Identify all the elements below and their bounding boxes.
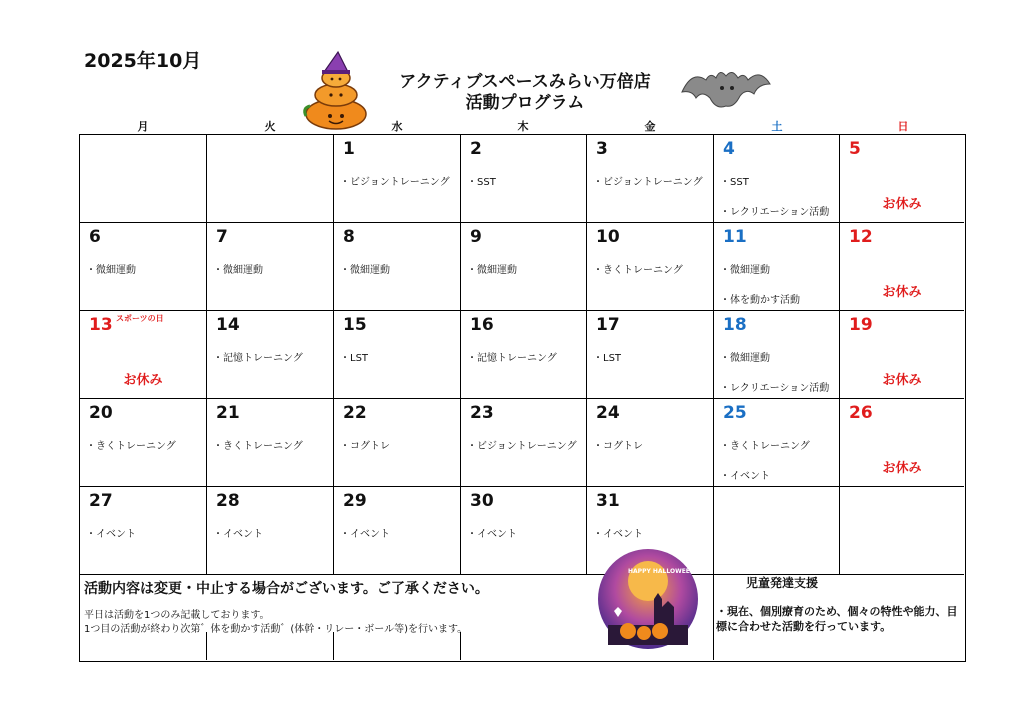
activity-item: ・レクリエーション活動 — [720, 383, 830, 394]
activity-item: ・微細運動 — [86, 265, 136, 276]
activity-item: ・体を動かす活動 — [720, 295, 800, 306]
day-cell — [587, 223, 714, 311]
day-number: 20 — [89, 403, 113, 423]
activity-item: ・LST — [340, 353, 369, 364]
day-cell — [334, 399, 461, 487]
activity-item: ・イベント — [720, 471, 770, 482]
footer-line-1: 平日は活動を1つのみ記載しております。 — [84, 610, 270, 621]
halloween-badge-icon — [596, 547, 700, 651]
day-number: 24 — [596, 403, 620, 423]
day-number: 16 — [470, 315, 494, 335]
weekday-thu: 木 — [517, 120, 529, 133]
activity-item: ・イベント — [86, 529, 136, 540]
program-title — [370, 72, 680, 114]
day-number: 6 — [89, 227, 101, 247]
day-cell — [840, 135, 964, 223]
activity-item: ・きくトレーニング — [213, 441, 303, 452]
activity-item: ・SST — [467, 177, 496, 188]
day-cell — [80, 135, 207, 223]
change-notice: 活動内容は変更・中止する場合がございます。ご了承ください。 — [84, 581, 489, 597]
day-number: 10 — [596, 227, 620, 247]
activity-item: ・イベント — [340, 529, 390, 540]
day-number: 21 — [216, 403, 240, 423]
activity-item: ・きくトレーニング — [86, 441, 176, 452]
day-cell — [80, 399, 207, 487]
bat-icon — [680, 62, 772, 114]
closed-label: お休み — [882, 461, 922, 476]
day-cell — [334, 311, 461, 399]
closed-label: お休み — [882, 197, 922, 212]
day-number: 3 — [596, 139, 608, 159]
activity-item: ・きくトレーニング — [593, 265, 683, 276]
day-cell — [840, 399, 964, 487]
month-label: 2025年10月 — [84, 50, 202, 72]
activity-item: ・コグトレ — [593, 441, 643, 452]
day-cell — [461, 135, 587, 223]
day-number: 18 — [723, 315, 747, 335]
day-number: 5 — [849, 139, 861, 159]
day-number: 30 — [470, 491, 494, 511]
day-cell — [714, 399, 840, 487]
day-cell — [461, 311, 587, 399]
activity-item: ・イベント — [593, 529, 643, 540]
day-cell — [714, 223, 840, 311]
activity-item: ・イベント — [213, 529, 263, 540]
day-number: 25 — [723, 403, 747, 423]
day-number: 2 — [470, 139, 482, 159]
title-line-1: アクティブスペースみらい万倍店 — [399, 72, 651, 92]
day-cell — [207, 487, 334, 575]
day-cell — [840, 487, 964, 575]
weekday-sun: 日 — [897, 120, 909, 133]
activity-item: ・微細運動 — [720, 353, 770, 364]
holiday-name: スポーツの日 — [116, 314, 164, 323]
day-cell — [334, 223, 461, 311]
activity-item: ・SST — [720, 177, 749, 188]
activity-item: ・LST — [593, 353, 622, 364]
activity-item: ・微細運動 — [213, 265, 263, 276]
day-cell — [461, 487, 587, 575]
day-cell — [207, 135, 334, 223]
day-cell — [587, 311, 714, 399]
activity-item: ・コグトレ — [340, 441, 390, 452]
weekday-mon: 月 — [137, 120, 149, 133]
day-cell — [207, 399, 334, 487]
support-text: ・現在、個別療育のため、個々の特性や能力、目標に合わせた活動を行っています。 — [716, 605, 958, 633]
day-cell — [461, 223, 587, 311]
day-cell — [80, 223, 207, 311]
day-cell — [840, 311, 964, 399]
day-number: 13 — [89, 315, 113, 335]
activity-item: ・きくトレーニング — [720, 441, 810, 452]
weekday-fri: 金 — [644, 120, 656, 133]
day-cell — [80, 487, 207, 575]
activity-item: ・微細運動 — [720, 265, 770, 276]
day-cell — [714, 487, 840, 575]
day-number: 9 — [470, 227, 482, 247]
column-divider — [333, 632, 334, 660]
day-number: 23 — [470, 403, 494, 423]
day-number: 7 — [216, 227, 228, 247]
day-cell — [207, 223, 334, 311]
day-number: 22 — [343, 403, 367, 423]
closed-label: お休み — [123, 373, 163, 388]
activity-item: ・ビジョントレーニング — [593, 177, 703, 188]
badge-text: HAPPY HALLOWEEN — [628, 568, 695, 575]
day-number: 11 — [723, 227, 747, 247]
day-cell — [714, 311, 840, 399]
weekday-tue: 火 — [264, 120, 276, 133]
day-number: 27 — [89, 491, 113, 511]
day-cell — [461, 399, 587, 487]
activity-item: ・レクリエーション活動 — [720, 207, 830, 218]
day-cell — [840, 223, 964, 311]
footer-line-2: 1つ目の活動が終わり次第゛体を動かす活動゛(体幹・リレー・ボール等)を行います。 — [84, 624, 468, 635]
activity-item: ・イベント — [467, 529, 517, 540]
day-number: 17 — [596, 315, 620, 335]
day-number: 8 — [343, 227, 355, 247]
weekday-sat: 土 — [771, 120, 783, 133]
day-number: 1 — [343, 139, 355, 159]
activity-item: ・ビジョントレーニング — [340, 177, 450, 188]
activity-item: ・微細運動 — [340, 265, 390, 276]
day-cell — [80, 311, 207, 399]
day-number: 31 — [596, 491, 620, 511]
closed-label: お休み — [882, 285, 922, 300]
weekday-wed: 水 — [391, 120, 403, 133]
title-line-2: 活動プログラム — [465, 93, 585, 113]
day-cell — [587, 399, 714, 487]
day-number: 19 — [849, 315, 873, 335]
day-number: 26 — [849, 403, 873, 423]
day-number: 12 — [849, 227, 873, 247]
day-number: 29 — [343, 491, 367, 511]
activity-item: ・記憶トレーニング — [213, 353, 303, 364]
activity-item: ・ビジョントレーニング — [467, 441, 577, 452]
column-divider — [460, 632, 461, 660]
activity-item: ・微細運動 — [467, 265, 517, 276]
weekday-header — [80, 118, 966, 134]
day-cell — [207, 311, 334, 399]
day-cell — [714, 135, 840, 223]
day-cell — [334, 135, 461, 223]
column-divider — [206, 632, 207, 660]
day-cell — [334, 487, 461, 575]
day-number: 15 — [343, 315, 367, 335]
closed-label: お休み — [882, 373, 922, 388]
day-number: 28 — [216, 491, 240, 511]
support-title: 児童発達支援 — [746, 576, 819, 590]
day-number: 14 — [216, 315, 240, 335]
day-cell — [587, 135, 714, 223]
activity-item: ・記憶トレーニング — [467, 353, 557, 364]
day-number: 4 — [723, 139, 735, 159]
